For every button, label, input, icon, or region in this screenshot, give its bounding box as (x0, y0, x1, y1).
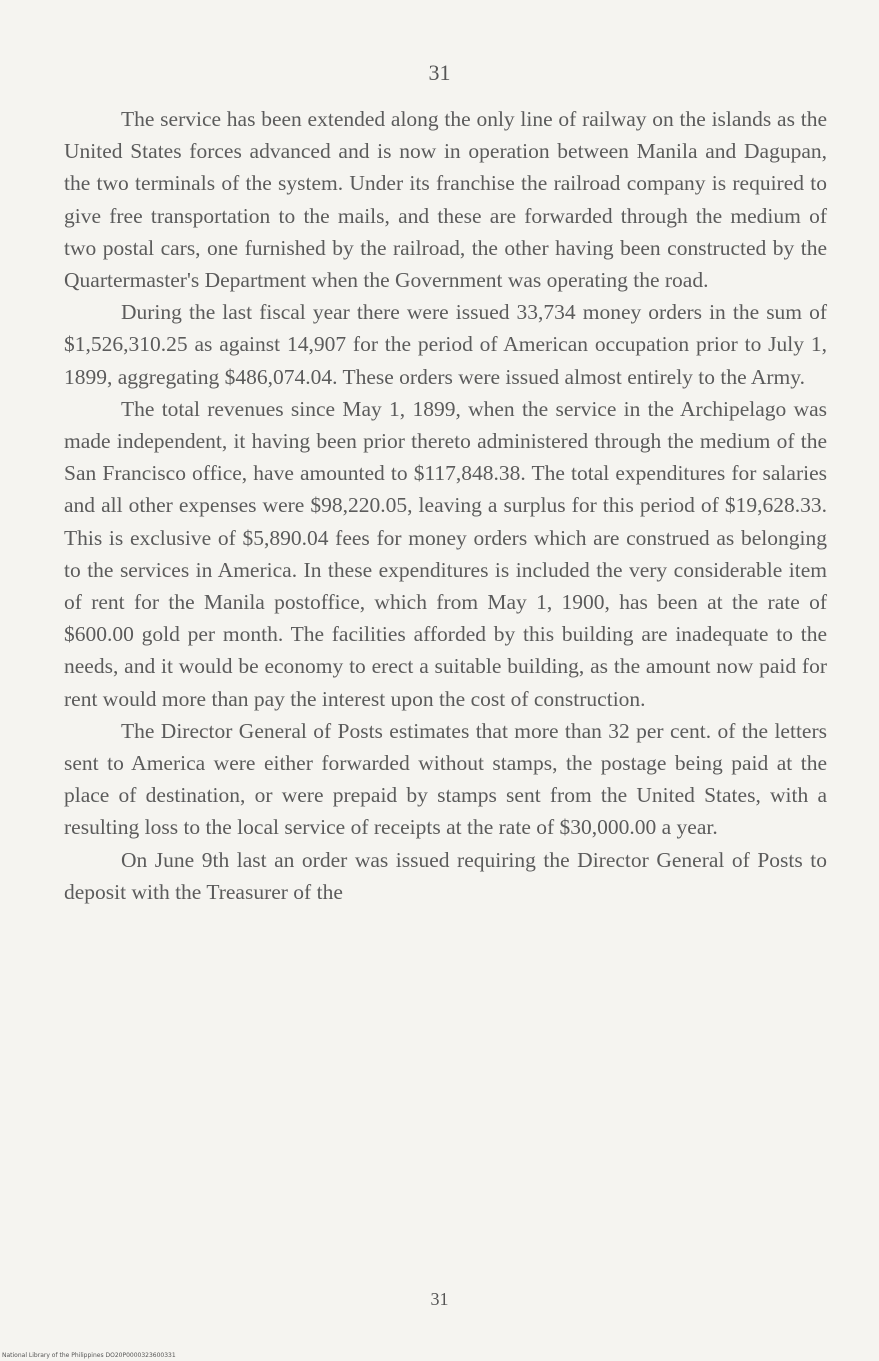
body-text (64, 103, 827, 908)
paragraph-june-order: On June 9th last an order was issued requiring the Director General of Posts to deposit with the Treasurer of the (64, 847, 827, 904)
scan-footer: National Library of the Philippines DO20P0000323600331 (2, 1352, 176, 1359)
page-number-bottom: 31 (430, 1289, 449, 1309)
paragraph-revenues: The total revenues since May 1, 1899, when the service in the Archipelago was made independent, it having been prior thereto administered through the medium of the San Francisco office, have amounted to $117,848.38. The total expenditures for salaries and all other expenses were $98,220.05, leaving a surplus for this period of $19,628.33. This is exclusive of $5,890.04 fees for money orders which are construed as belonging to the services in America. In these expenditures is included the very considerable item of rent for the Manila postoffice, which from May 1, 1900, has been at the rate of $600.00 gold per month. The facilities afforded by this building are inadequate to the needs, and it would be economy to erect a suitable building, as the amount now paid for rent would more than pay the interest upon the cost of construction. (64, 396, 827, 711)
page-number-top: 31 (428, 60, 451, 85)
paragraph-railway-service: The service has been extended along the only line of railway on the islands as the United States forces advanced and is now in operation between Manila and Dagupan, the two terminals of the system. Under its franchise the railroad company is required to give free transportation to the mails, and these are forwarded through the medium of two postal cars, one furnished by the railroad, the other having been constructed by the Quartermaster's Department when the Government was operating the road. (64, 107, 827, 293)
paragraph-money-orders: During the last fiscal year there were issued 33,734 money orders in the sum of $1,526,310.25 as against 14,907 for the period of American occupation prior to July 1, 1899, aggregating $486,074.04. These orders were issued almost entirely to the Army. (64, 300, 827, 389)
paragraph-stamps: The Director General of Posts estimates that more than 32 per cent. of the letters sent to America were either forwarded without stamps, the postage being paid at the place of destination, or were prepaid by stamps sent from the United States, with a resulting loss to the local service of receipts at the rate of $30,000.00 a year. (64, 718, 827, 840)
